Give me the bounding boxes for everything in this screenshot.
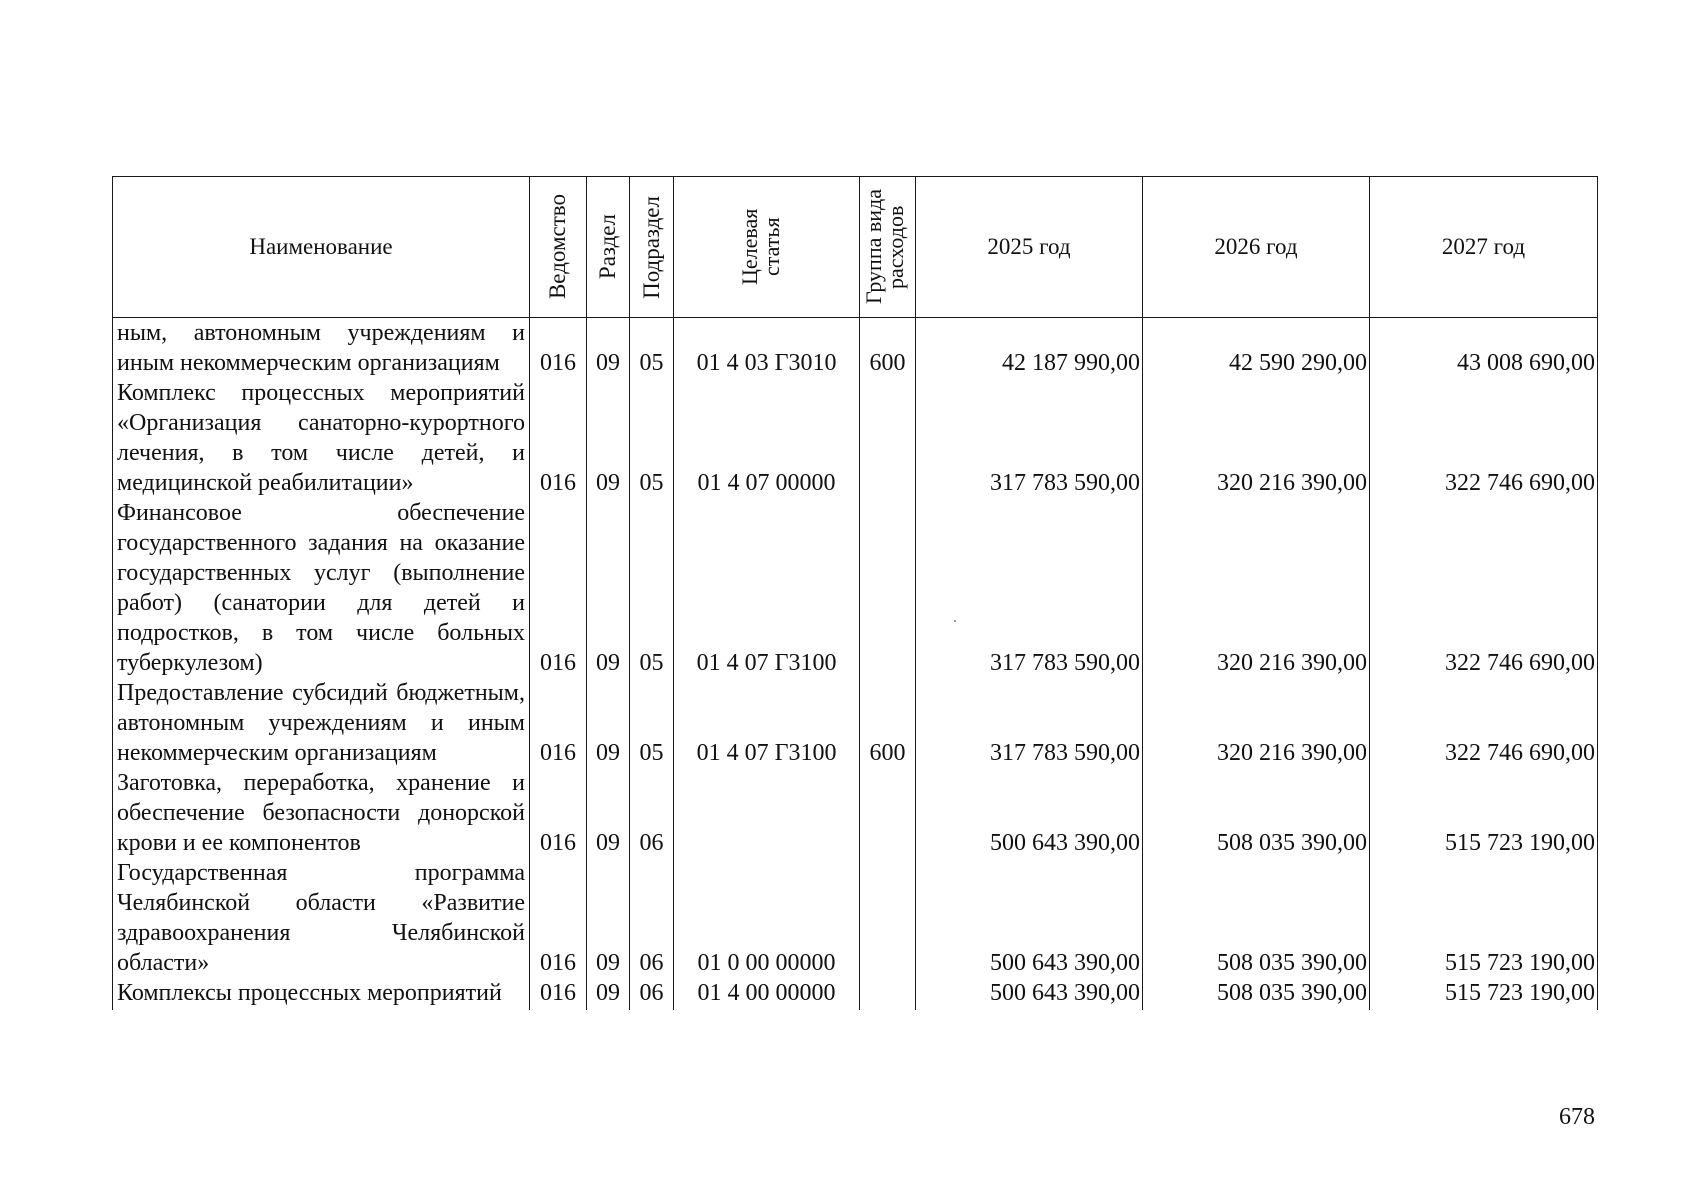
budget-table-sheet [112, 176, 1597, 1010]
header-2027: 2027 год [1370, 177, 1598, 318]
row-2026: 320 216 390,00 [1143, 678, 1370, 768]
row-group [860, 378, 916, 498]
row-2026: 508 035 390,00 [1143, 978, 1370, 1010]
row-name: Финансовое обеспечение государственного задания на оказание государственных услуг (выполнение работ) (санатории для детей и подростков, в том числе больных туберкулезом) [113, 498, 530, 678]
row-group: 600 [860, 678, 916, 768]
row-2026: 320 216 390,00 [1143, 378, 1370, 498]
row-target: 01 4 00 00000 [674, 978, 860, 1010]
row-subsection: 06 [630, 978, 674, 1010]
row-dept: 016 [530, 318, 587, 379]
header-target: Целевая статья [674, 177, 860, 318]
row-target [674, 768, 860, 858]
table-row [113, 378, 1598, 498]
row-dept: 016 [530, 768, 587, 858]
row-dept: 016 [530, 498, 587, 678]
row-group [860, 978, 916, 1010]
header-expense-group: Группа вида расходов [860, 177, 916, 318]
row-dept: 016 [530, 978, 587, 1010]
row-section: 09 [587, 318, 630, 379]
row-subsection: 05 [630, 318, 674, 379]
row-section: 09 [587, 498, 630, 678]
row-target: 01 4 07 Г3100 [674, 678, 860, 768]
table-body [113, 318, 1598, 1011]
table-row [113, 498, 1598, 678]
row-dept: 016 [530, 858, 587, 978]
row-subsection: 05 [630, 498, 674, 678]
header-dept: Ведомство [530, 177, 587, 318]
row-2025: 42 187 990,00 [916, 318, 1143, 379]
row-dept: 016 [530, 678, 587, 768]
row-subsection: 06 [630, 768, 674, 858]
row-section: 09 [587, 978, 630, 1010]
row-section: 09 [587, 378, 630, 498]
row-target: 01 4 03 Г3010 [674, 318, 860, 379]
row-2027: 43 008 690,00 [1370, 318, 1598, 379]
row-name: Государственная программа Челябинской области «Развитие здравоохранения Челябинской области» [113, 858, 530, 978]
row-group: 600 [860, 318, 916, 379]
row-name: Предоставление субсидий бюджетным, автономным учреждениям и иным некоммерческим организациям [113, 678, 530, 768]
row-2027: 322 746 690,00 [1370, 678, 1598, 768]
row-target: 01 4 07 00000 [674, 378, 860, 498]
row-2027: 322 746 690,00 [1370, 498, 1598, 678]
row-2027: 515 723 190,00 [1370, 768, 1598, 858]
row-subsection: 05 [630, 378, 674, 498]
table-row [113, 768, 1598, 858]
row-group [860, 768, 916, 858]
header-subsection: Подраздел [630, 177, 674, 318]
row-subsection: 05 [630, 678, 674, 768]
row-section: 09 [587, 768, 630, 858]
header-name: Наименование [113, 177, 530, 318]
row-dept: 016 [530, 378, 587, 498]
table-header-row [113, 177, 1598, 318]
row-target: 01 4 07 Г3100 [674, 498, 860, 678]
row-2025: 500 643 390,00 [916, 768, 1143, 858]
page-number: 678 [1559, 1104, 1595, 1130]
row-2026: 42 590 290,00 [1143, 318, 1370, 379]
header-2026: 2026 год [1143, 177, 1370, 318]
row-name: ным, автономным учреждениям и иным некоммерческим организациям [113, 318, 530, 379]
row-2025: 317 783 590,00 [916, 498, 1143, 678]
row-2027: 515 723 190,00 [1370, 858, 1598, 978]
row-name: Комплекс процессных мероприятий «Организация санаторно-курортного лечения, в том числе детей, и медицинской реабилитации» [113, 378, 530, 498]
row-section: 09 [587, 858, 630, 978]
header-section: Раздел [587, 177, 630, 318]
row-group [860, 498, 916, 678]
row-name: Комплексы процессных мероприятий [113, 978, 530, 1010]
table-row [113, 858, 1598, 978]
row-target: 01 0 00 00000 [674, 858, 860, 978]
scan-speck [954, 620, 956, 622]
row-name: Заготовка, переработка, хранение и обеспечение безопасности донорской крови и ее компонентов [113, 768, 530, 858]
row-2025: 500 643 390,00 [916, 978, 1143, 1010]
row-2026: 320 216 390,00 [1143, 498, 1370, 678]
row-2025: 500 643 390,00 [916, 858, 1143, 978]
table-row [113, 678, 1598, 768]
budget-table [112, 176, 1598, 1010]
row-subsection: 06 [630, 858, 674, 978]
row-2025: 317 783 590,00 [916, 378, 1143, 498]
row-group [860, 858, 916, 978]
row-2026: 508 035 390,00 [1143, 768, 1370, 858]
row-2027: 322 746 690,00 [1370, 378, 1598, 498]
header-2025: 2025 год [916, 177, 1143, 318]
table-row [113, 978, 1598, 1010]
row-2025: 317 783 590,00 [916, 678, 1143, 768]
row-2026: 508 035 390,00 [1143, 858, 1370, 978]
row-2027: 515 723 190,00 [1370, 978, 1598, 1010]
row-section: 09 [587, 678, 630, 768]
table-row [113, 318, 1598, 379]
